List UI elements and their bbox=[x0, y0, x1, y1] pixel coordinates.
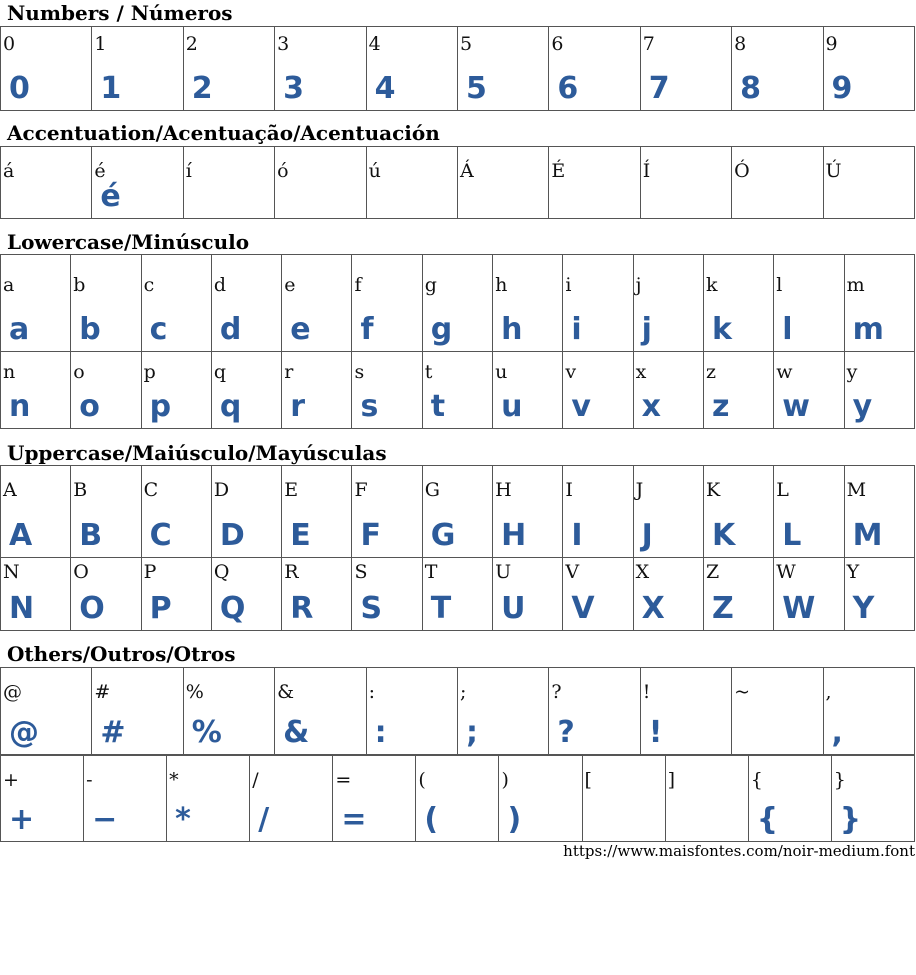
glyph-cell-label: É bbox=[551, 160, 566, 182]
glyph-cell-label: Q bbox=[213, 561, 230, 583]
glyph-cell-label: ) bbox=[501, 769, 509, 791]
glyph-sample: u bbox=[501, 389, 523, 424]
glyph-cell-label: , bbox=[825, 681, 832, 703]
glyph-sample: O bbox=[79, 591, 105, 626]
glyph-cell bbox=[493, 466, 563, 558]
glyph-cell bbox=[563, 352, 633, 429]
glyph-sample: @ bbox=[9, 715, 39, 750]
glyph-sample: v bbox=[571, 389, 591, 424]
glyph-sample: 6 bbox=[557, 71, 579, 106]
glyph-cell-label: V bbox=[565, 561, 580, 583]
glyph-cell-label: p bbox=[143, 361, 156, 383]
glyph-cell bbox=[1, 756, 84, 842]
glyph-cell bbox=[748, 756, 831, 842]
glyph-sample: Z bbox=[711, 591, 734, 626]
glyph-cell bbox=[640, 147, 731, 219]
glyph-cell-label: S bbox=[354, 561, 368, 583]
glyph-cell bbox=[640, 668, 731, 755]
glyph-cell bbox=[141, 466, 211, 558]
glyph-cell-label: q bbox=[213, 361, 227, 383]
glyph-cell-label: H bbox=[495, 479, 512, 501]
glyph-cell bbox=[457, 668, 548, 755]
glyph-cell-label: I bbox=[565, 479, 573, 501]
glyph-sample: I bbox=[571, 518, 583, 553]
glyph-sample: E bbox=[290, 518, 311, 553]
glyph-sample: 3 bbox=[283, 71, 305, 106]
glyph-cell bbox=[211, 466, 281, 558]
glyph-cell-label: ó bbox=[277, 160, 289, 182]
glyph-sample: B bbox=[79, 518, 103, 553]
glyph-cell bbox=[422, 466, 492, 558]
glyph-cell-label: } bbox=[833, 769, 846, 791]
glyph-cell-label: Y bbox=[846, 561, 860, 583]
glyph-cell-label: s bbox=[354, 361, 365, 383]
glyph-cell bbox=[250, 756, 333, 842]
glyph-cell-label: ? bbox=[551, 681, 562, 703]
glyph-cell bbox=[774, 255, 844, 352]
glyph-cell bbox=[282, 558, 352, 631]
glyph-cell-label: l bbox=[776, 274, 783, 296]
glyph-sample: % bbox=[191, 715, 222, 750]
glyph-cell bbox=[352, 558, 422, 631]
glyph-cell bbox=[823, 147, 914, 219]
glyph-cell-label: U bbox=[495, 561, 512, 583]
glyph-cell bbox=[141, 558, 211, 631]
glyph-sample: r bbox=[290, 389, 305, 424]
numbers-grid bbox=[0, 26, 915, 111]
glyph-cell-label: 2 bbox=[185, 33, 198, 55]
glyph-cell-label: t bbox=[424, 361, 433, 383]
glyph-cell bbox=[457, 147, 548, 219]
glyph-cell-label: L bbox=[776, 479, 789, 501]
glyph-sample: D bbox=[219, 518, 245, 553]
section-title-accents: Accentuation/Acentuação/Acentuación bbox=[7, 121, 440, 145]
glyph-cell-label: ( bbox=[418, 769, 426, 791]
glyph-cell bbox=[92, 147, 183, 219]
glyph-sample: A bbox=[9, 518, 33, 553]
glyph-sample: S bbox=[360, 591, 383, 626]
glyph-sample: ; bbox=[465, 715, 478, 750]
section-title-lowercase: Lowercase/Minúsculo bbox=[7, 230, 250, 254]
section-title-others: Others/Outros/Otros bbox=[7, 642, 236, 666]
glyph-cell bbox=[366, 27, 457, 111]
glyph-sample: m bbox=[852, 312, 884, 347]
glyph-cell-label: 8 bbox=[734, 33, 747, 55]
glyph-cell-label: + bbox=[3, 769, 19, 791]
glyph-cell-label: B bbox=[73, 479, 88, 501]
glyph-sample: b bbox=[79, 312, 101, 347]
glyph-sample: H bbox=[501, 518, 527, 553]
glyph-cell bbox=[416, 756, 499, 842]
glyph-sample: o bbox=[79, 389, 100, 424]
glyph-cell bbox=[211, 255, 281, 352]
glyph-cell bbox=[633, 255, 703, 352]
glyph-cell-label: m bbox=[846, 274, 865, 296]
glyph-sample: n bbox=[9, 389, 31, 424]
glyph-cell bbox=[275, 668, 366, 755]
glyph-cell-label: k bbox=[705, 274, 718, 296]
glyph-cell bbox=[352, 466, 422, 558]
glyph-sample: W bbox=[782, 591, 816, 626]
glyph-cell-label: j bbox=[635, 274, 642, 296]
glyph-sample: J bbox=[641, 518, 653, 553]
others-grid-row-1 bbox=[0, 667, 915, 755]
glyph-cell bbox=[563, 466, 633, 558]
glyph-sample: / bbox=[258, 802, 270, 837]
glyph-cell-label: v bbox=[565, 361, 577, 383]
glyph-cell-label: K bbox=[705, 479, 721, 501]
glyph-sample: t bbox=[430, 389, 446, 424]
glyph-sample: ? bbox=[557, 715, 575, 750]
glyph-sample: R bbox=[290, 591, 314, 626]
glyph-cell-label: ú bbox=[368, 160, 381, 182]
glyph-cell-label: % bbox=[185, 681, 204, 703]
glyph-cell bbox=[1, 147, 92, 219]
uppercase-grid bbox=[0, 465, 915, 631]
glyph-cell bbox=[844, 255, 914, 352]
glyph-cell bbox=[665, 756, 748, 842]
glyph-cell bbox=[499, 756, 582, 842]
glyph-cell-label: r bbox=[284, 361, 294, 383]
glyph-cell bbox=[282, 255, 352, 352]
glyph-cell-label: w bbox=[776, 361, 793, 383]
glyph-cell bbox=[732, 668, 823, 755]
glyph-cell bbox=[549, 27, 640, 111]
glyph-cell-label: : bbox=[368, 681, 375, 703]
glyph-sample: f bbox=[360, 312, 374, 347]
glyph-cell-label: & bbox=[277, 681, 295, 703]
glyph-cell bbox=[141, 352, 211, 429]
glyph-cell bbox=[84, 756, 167, 842]
glyph-cell-label: u bbox=[495, 361, 508, 383]
glyph-cell-label: T bbox=[424, 561, 438, 583]
glyph-sample: j bbox=[641, 312, 652, 347]
glyph-sample: 4 bbox=[374, 71, 396, 106]
glyph-cell-label: = bbox=[335, 769, 352, 791]
glyph-cell-label: a bbox=[3, 274, 15, 296]
glyph-cell-label: h bbox=[495, 274, 508, 296]
glyph-cell-label: ] bbox=[667, 769, 676, 791]
glyph-cell-label: Í bbox=[642, 160, 651, 182]
glyph-cell-label: N bbox=[3, 561, 20, 583]
glyph-cell-label: * bbox=[169, 769, 179, 791]
glyph-sample: d bbox=[219, 312, 242, 347]
glyph-sample: ( bbox=[424, 802, 439, 837]
glyph-sample: w bbox=[782, 389, 810, 424]
glyph-cell-label: R bbox=[284, 561, 299, 583]
glyph-sample: L bbox=[782, 518, 802, 553]
glyph-sample: U bbox=[501, 591, 526, 626]
glyph-cell bbox=[549, 668, 640, 755]
glyph-cell bbox=[774, 466, 844, 558]
glyph-cell bbox=[422, 352, 492, 429]
glyph-cell-label: @ bbox=[3, 681, 22, 703]
glyph-sample: : bbox=[374, 715, 387, 750]
glyph-cell-label: 0 bbox=[3, 33, 16, 55]
glyph-cell bbox=[582, 756, 665, 842]
glyph-sample: 5 bbox=[465, 71, 487, 106]
lowercase-grid bbox=[0, 254, 915, 429]
glyph-cell-label: ! bbox=[642, 681, 651, 703]
glyph-sample: h bbox=[501, 312, 523, 347]
glyph-sample: y bbox=[852, 389, 873, 424]
glyph-cell-label: b bbox=[73, 274, 86, 296]
glyph-cell bbox=[703, 466, 773, 558]
glyph-cell bbox=[774, 558, 844, 631]
glyph-sample: 1 bbox=[100, 71, 122, 106]
glyph-sample: + bbox=[9, 802, 35, 837]
glyph-sample: Q bbox=[219, 591, 246, 626]
glyph-cell-label: 7 bbox=[642, 33, 655, 55]
glyph-cell-label: á bbox=[3, 160, 15, 182]
glyph-cell-label: z bbox=[705, 361, 716, 383]
glyph-cell bbox=[183, 668, 274, 755]
glyph-cell-label: / bbox=[252, 769, 259, 791]
glyph-cell bbox=[703, 558, 773, 631]
glyph-cell bbox=[352, 255, 422, 352]
section-title-uppercase: Uppercase/Maiúsculo/Mayúsculas bbox=[7, 441, 387, 465]
glyph-cell bbox=[366, 668, 457, 755]
glyph-cell bbox=[71, 352, 141, 429]
glyph-cell-label: Ó bbox=[734, 160, 750, 182]
glyph-cell-label: A bbox=[3, 479, 17, 501]
glyph-cell bbox=[732, 147, 823, 219]
glyph-sample: V bbox=[571, 591, 595, 626]
glyph-cell-label: d bbox=[213, 274, 227, 296]
glyph-cell bbox=[844, 558, 914, 631]
glyph-sample: 2 bbox=[191, 71, 213, 106]
glyph-cell-label: D bbox=[213, 479, 230, 501]
glyph-sample: p bbox=[149, 389, 172, 424]
glyph-cell-label: x bbox=[635, 361, 647, 383]
glyph-cell bbox=[563, 255, 633, 352]
glyph-cell bbox=[844, 352, 914, 429]
glyph-cell-label: X bbox=[635, 561, 650, 583]
glyph-cell-label: c bbox=[143, 274, 155, 296]
glyph-cell-label: J bbox=[635, 479, 644, 501]
glyph-sample: e bbox=[290, 312, 311, 347]
glyph-sample: { bbox=[756, 802, 779, 837]
glyph-cell bbox=[1, 668, 92, 755]
glyph-cell bbox=[823, 27, 914, 111]
glyph-cell-label: 4 bbox=[368, 33, 381, 55]
glyph-cell bbox=[640, 27, 731, 111]
glyph-sample: Y bbox=[852, 591, 875, 626]
glyph-cell bbox=[703, 255, 773, 352]
glyph-cell bbox=[563, 558, 633, 631]
glyph-cell-label: W bbox=[776, 561, 796, 583]
glyph-cell bbox=[211, 558, 281, 631]
glyph-cell bbox=[1, 255, 71, 352]
glyph-sample: T bbox=[430, 591, 452, 626]
glyph-cell bbox=[92, 27, 183, 111]
glyph-cell-label: 3 bbox=[277, 33, 290, 55]
glyph-cell bbox=[633, 558, 703, 631]
glyph-sample: , bbox=[831, 715, 843, 750]
glyph-sample: } bbox=[839, 802, 862, 837]
source-url: https://www.maisfontes.com/noir-medium.font bbox=[563, 842, 915, 860]
glyph-cell-label: 5 bbox=[459, 33, 473, 55]
glyph-sample: # bbox=[100, 715, 126, 750]
glyph-sample: = bbox=[341, 802, 367, 837]
glyph-cell-label: n bbox=[3, 361, 16, 383]
glyph-cell bbox=[183, 147, 274, 219]
glyph-sample: G bbox=[430, 518, 456, 553]
glyph-cell bbox=[831, 756, 914, 842]
glyph-sample: K bbox=[711, 518, 736, 553]
glyph-cell bbox=[1, 27, 92, 111]
glyph-sample: l bbox=[782, 312, 793, 347]
glyph-cell bbox=[732, 27, 823, 111]
glyph-cell bbox=[333, 756, 416, 842]
glyph-cell bbox=[167, 756, 250, 842]
glyph-cell bbox=[366, 147, 457, 219]
glyph-cell bbox=[1, 466, 71, 558]
glyph-cell-label: Á bbox=[459, 160, 474, 182]
glyph-cell-label: { bbox=[750, 769, 763, 791]
glyph-cell bbox=[211, 352, 281, 429]
glyph-cell bbox=[493, 352, 563, 429]
glyph-cell bbox=[71, 255, 141, 352]
glyph-cell-label: Ú bbox=[825, 160, 842, 182]
glyph-sample: 9 bbox=[831, 71, 853, 106]
glyph-sample: ! bbox=[648, 715, 663, 750]
glyph-cell-label: ; bbox=[459, 681, 467, 703]
glyph-cell-label: P bbox=[143, 561, 157, 583]
glyph-cell bbox=[71, 466, 141, 558]
glyph-sample: N bbox=[9, 591, 35, 626]
glyph-cell bbox=[1, 558, 71, 631]
glyph-cell bbox=[774, 352, 844, 429]
glyph-cell-label: é bbox=[94, 160, 106, 182]
glyph-cell-label: g bbox=[424, 274, 437, 296]
glyph-cell-label: í bbox=[185, 160, 192, 182]
glyph-cell bbox=[823, 668, 914, 755]
glyph-cell-label: Z bbox=[705, 561, 720, 583]
glyph-cell bbox=[352, 352, 422, 429]
glyph-sample: a bbox=[9, 312, 30, 347]
glyph-cell bbox=[549, 147, 640, 219]
glyph-sample: X bbox=[641, 591, 665, 626]
glyph-sample: z bbox=[711, 389, 730, 424]
glyph-cell-label: [ bbox=[584, 769, 592, 791]
glyph-cell bbox=[282, 466, 352, 558]
glyph-sample: c bbox=[149, 312, 168, 347]
glyph-sample: x bbox=[641, 389, 662, 424]
glyph-sample: i bbox=[571, 312, 582, 347]
glyph-cell bbox=[282, 352, 352, 429]
glyph-sample: P bbox=[149, 591, 172, 626]
glyph-cell-label: 6 bbox=[551, 33, 564, 55]
glyph-cell-label: ~ bbox=[734, 681, 751, 703]
glyph-cell-label: 9 bbox=[825, 33, 838, 55]
glyph-cell bbox=[703, 352, 773, 429]
glyph-cell-label: F bbox=[354, 479, 368, 501]
glyph-cell bbox=[71, 558, 141, 631]
glyph-cell bbox=[457, 27, 548, 111]
glyph-sample: é bbox=[100, 179, 121, 214]
glyph-sample: * bbox=[175, 802, 191, 837]
glyph-cell bbox=[633, 352, 703, 429]
glyph-sample: 0 bbox=[9, 71, 30, 106]
glyph-cell-label: # bbox=[94, 681, 111, 703]
glyph-cell-label: E bbox=[284, 479, 299, 501]
glyph-cell-label: C bbox=[143, 479, 159, 501]
glyph-cell-label: M bbox=[846, 479, 867, 501]
glyph-sample: & bbox=[283, 715, 310, 750]
glyph-cell bbox=[141, 255, 211, 352]
glyph-sample: s bbox=[360, 389, 379, 424]
glyph-cell bbox=[275, 147, 366, 219]
glyph-sample: q bbox=[219, 389, 242, 424]
glyph-cell-label: f bbox=[354, 274, 362, 296]
glyph-sample: − bbox=[92, 802, 118, 837]
glyph-cell bbox=[493, 558, 563, 631]
glyph-sample: k bbox=[711, 312, 732, 347]
glyph-sample: M bbox=[852, 518, 883, 553]
glyph-cell-label: G bbox=[424, 479, 440, 501]
others-grid-row-2 bbox=[0, 755, 915, 842]
glyph-sample: 7 bbox=[648, 71, 670, 106]
glyph-cell bbox=[1, 352, 71, 429]
glyph-cell bbox=[633, 466, 703, 558]
glyph-cell-label: - bbox=[86, 769, 93, 791]
glyph-sample: g bbox=[430, 312, 453, 347]
glyph-sample: C bbox=[149, 518, 172, 553]
glyph-cell-label: e bbox=[284, 274, 296, 296]
glyph-sample: 8 bbox=[740, 71, 761, 106]
section-title-numbers: Numbers / Números bbox=[7, 1, 233, 25]
glyph-cell-label: y bbox=[846, 361, 858, 383]
glyph-cell bbox=[422, 558, 492, 631]
glyph-cell-label: 1 bbox=[94, 33, 107, 55]
glyph-cell-label: i bbox=[565, 274, 572, 296]
glyph-cell-label: o bbox=[73, 361, 85, 383]
glyph-cell bbox=[92, 668, 183, 755]
glyph-cell bbox=[493, 255, 563, 352]
glyph-cell-label: O bbox=[73, 561, 89, 583]
glyph-cell bbox=[422, 255, 492, 352]
glyph-cell bbox=[183, 27, 274, 111]
glyph-cell bbox=[844, 466, 914, 558]
glyph-sample: ) bbox=[507, 802, 522, 837]
accents-grid bbox=[0, 146, 915, 219]
glyph-sample: F bbox=[360, 518, 381, 553]
glyph-cell bbox=[275, 27, 366, 111]
